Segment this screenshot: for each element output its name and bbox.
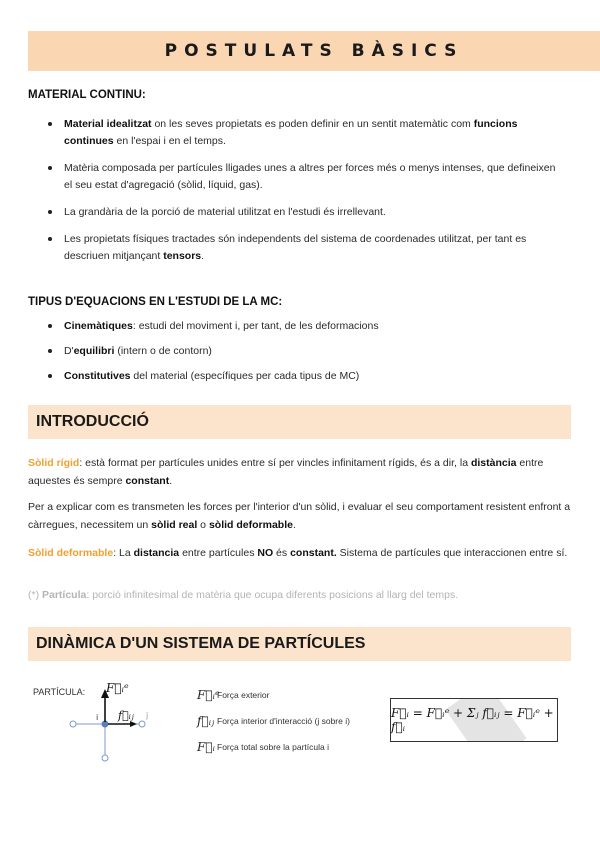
- list-item: Material idealitzat on les seves propietats es poden definir en un sentit matemàtic com funcions continues en l'espai i en el temps.: [44, 116, 564, 150]
- legend-total: [197, 740, 329, 754]
- legend-text: Força interior d'interacció (j sobre i): [217, 716, 350, 726]
- force-equation: F⃗ᵢ = F⃗ᵢᵉ + Σⱼ f⃗ᵢⱼ = F⃗ᵢᵉ + f⃗ᵢ: [391, 706, 554, 734]
- list-item: Les propietats físiques tractades són independents del sistema de coordenades utilitzat, per tant es descriuen mitjançant tensors.: [44, 231, 564, 265]
- legend-exterior: [197, 688, 269, 702]
- diagram-symbol-fij: f⃗ᵢⱼ: [118, 709, 134, 722]
- diagram-label: PARTÍCULA:: [33, 687, 86, 697]
- list-item: La grandària de la porció de material utilitzat en l'estudi és irrellevant.: [44, 204, 564, 221]
- particula-note: (*) Partícula: porció infinitesimal de matèria que ocupa diferents posicions al llarg del temps.: [28, 589, 459, 601]
- material-heading: MATERIAL CONTINU:: [28, 89, 146, 101]
- particle-node-bottom: [102, 755, 108, 761]
- solid-deformable-paragraph: Sòlid deformable: La distancia entre partícules NO és constant. Sistema de partícules que interaccionen entre sí.: [28, 547, 568, 559]
- page-title: POSTULATS BÀSICS: [164, 41, 464, 61]
- list-item: Matèria composada per partícules lligades unes a altres per forces més o menys intenses, que defineixen el seu estat d'agregació (sòlid, líquid, gas).: [44, 160, 564, 194]
- section-title: DINÀMICA D'UN SISTEMA DE PARTÍCULES: [36, 635, 366, 652]
- legend-interior: [197, 714, 350, 728]
- list-item: Constitutives del material (específiques per cada tipus de MC): [44, 368, 564, 385]
- list-item: D'equilibri (intern o de contorn): [44, 343, 564, 360]
- solid-real-paragraph: Per a explicar com es transmeten les forces per l'interior d'un sòlid, i evaluar el seu comportament resistent enfront a càrregues, necessitem un sòlid real o sòlid deformable.: [28, 501, 571, 531]
- diagram-symbol-fe: F⃗ᵢᵉ: [106, 681, 129, 695]
- equacions-list: [44, 318, 564, 385]
- legend-symbol: F⃗ᵢᵉ: [197, 688, 220, 702]
- legend-text: Força exterior: [217, 690, 270, 700]
- material-list: [44, 116, 564, 265]
- equacions-heading: TIPUS D'EQUACIONS EN L'ESTUDI DE LA MC:: [28, 296, 283, 308]
- force-equation-box: [390, 698, 558, 742]
- list-item: Cinemàtiques: estudi del moviment i, per tant, de les deformacions: [44, 318, 564, 335]
- particle-diagram: [60, 676, 180, 766]
- particle-node-left: [70, 721, 76, 727]
- diagram-label-j: j: [146, 711, 149, 720]
- section-title: INTRODUCCIÓ: [36, 413, 149, 430]
- section-dinamica: [28, 627, 571, 661]
- section-introduccio: [28, 405, 571, 439]
- solid-rigid-paragraph: Sòlid rígid: està format per partícules unides entre sí per vincles infinitament rígids, és a dir, la distància entre aquestes és sempre constant.: [28, 457, 544, 487]
- legend-text: Força total sobre la partícula i: [217, 742, 329, 752]
- legend-symbol: f⃗ᵢⱼ: [197, 714, 215, 728]
- title-bar: [28, 31, 600, 71]
- particle-node-right: [139, 721, 145, 727]
- legend-symbol: F⃗ᵢ: [197, 740, 215, 754]
- diagram-label-i: i: [96, 713, 99, 722]
